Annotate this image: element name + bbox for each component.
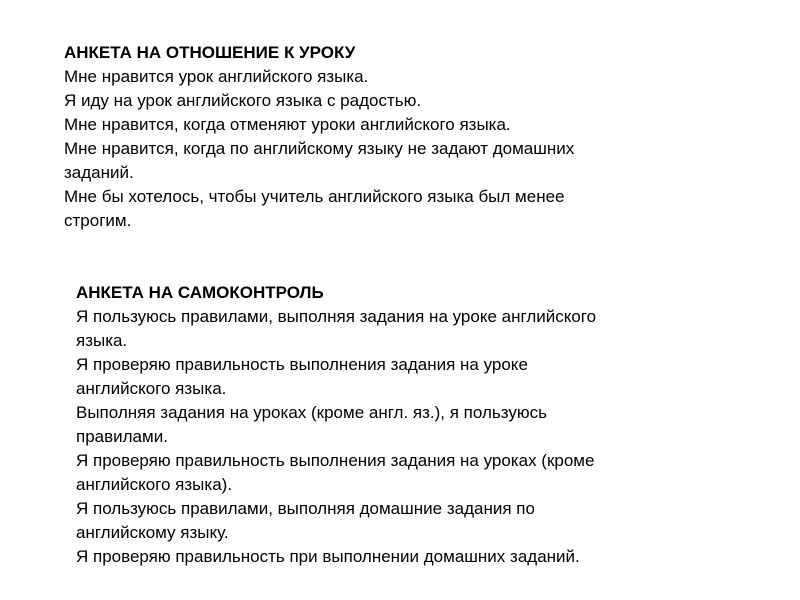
selfcontrol-survey-line: языка.	[76, 331, 128, 350]
selfcontrol-survey-line: Я пользуюсь правилами, выполняя домашние задания по	[76, 499, 535, 518]
selfcontrol-survey-line: английскому языку.	[76, 523, 229, 542]
attitude-survey-line: заданий.	[64, 163, 134, 182]
attitude-survey-line: Мне нравится урок английского языка.	[64, 67, 369, 86]
attitude-survey-line: строгим.	[64, 211, 132, 230]
selfcontrol-survey	[76, 281, 716, 569]
selfcontrol-survey-line: Я пользуюсь правилами, выполняя задания на уроке английского	[76, 307, 597, 326]
selfcontrol-survey-title: АНКЕТА НА САМОКОНТРОЛЬ	[76, 283, 324, 302]
selfcontrol-survey-line: правилами.	[76, 427, 168, 446]
attitude-survey-line: Мне нравится, когда по английскому языку не задают домашних	[64, 139, 575, 158]
selfcontrol-survey-line: Я проверяю правильность выполнения задания на уроках (кроме	[76, 451, 595, 470]
attitude-survey	[64, 41, 704, 233]
attitude-survey-line: Мне бы хотелось, чтобы учитель английского языка был менее	[64, 187, 565, 206]
attitude-survey-title: АНКЕТА НА ОТНОШЕНИЕ К УРОКУ	[64, 43, 356, 62]
attitude-survey-line: Мне нравится, когда отменяют уроки английского языка.	[64, 115, 511, 134]
attitude-survey-line: Я иду на урок английского языка с радостью.	[64, 91, 422, 110]
selfcontrol-survey-line: Выполняя задания на уроках (кроме англ. яз.), я пользуюсь	[76, 403, 547, 422]
selfcontrol-survey-line: английского языка.	[76, 379, 227, 398]
selfcontrol-survey-line: Я проверяю правильность при выполнении домашних заданий.	[76, 547, 580, 566]
selfcontrol-survey-line: английского языка).	[76, 475, 233, 494]
selfcontrol-survey-line: Я проверяю правильность выполнения задания на уроке	[76, 355, 528, 374]
